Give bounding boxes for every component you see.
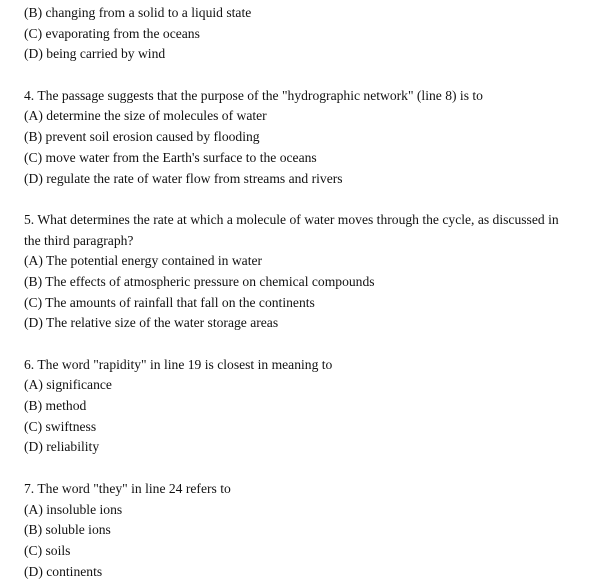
question-5 (24, 210, 584, 334)
option-4d: (D) regulate the rate of water flow from streams and rivers (24, 170, 343, 186)
option-5d: (D) The relative size of the water storage areas (24, 315, 279, 331)
option-3d: (D) being carried by wind (24, 46, 166, 62)
spacer (24, 189, 584, 210)
option-5a: (A) The potential energy contained in water (24, 253, 263, 269)
question-6-stem: 6. The word "rapidity" in line 19 is closest in meaning to (24, 356, 333, 372)
question-6 (24, 355, 584, 458)
question-5-stem-line-1: 5. What determines the rate at which a molecule of water moves through the cycle, as discussed in (24, 211, 559, 227)
spacer (24, 334, 584, 355)
option-7c: (C) soils (24, 542, 71, 558)
option-3b: (B) changing from a solid to a liquid state (24, 5, 252, 20)
option-6d: (D) reliability (24, 439, 100, 455)
option-7a: (A) insoluble ions (24, 501, 123, 517)
option-5b: (B) The effects of atmospheric pressure on chemical compounds (24, 273, 375, 289)
question-7 (24, 479, 584, 582)
option-6b: (B) method (24, 398, 87, 414)
spacer (24, 65, 584, 86)
question-5-stem-line-2: the third paragraph? (24, 232, 134, 248)
spacer (24, 458, 584, 479)
option-7b: (B) soluble ions (24, 522, 111, 538)
question-document (24, 3, 584, 582)
question-4 (24, 86, 584, 189)
option-6a: (A) significance (24, 377, 112, 393)
option-4a: (A) determine the size of molecules of water (24, 108, 267, 124)
option-5c: (C) The amounts of rainfall that fall on the continents (24, 294, 315, 310)
option-4b: (B) prevent soil erosion caused by flooding (24, 129, 260, 145)
option-7d: (D) continents (24, 563, 103, 579)
option-3c: (C) evaporating from the oceans (24, 25, 200, 41)
option-4c: (C) move water from the Earth's surface to the oceans (24, 149, 317, 165)
question-4-stem: 4. The passage suggests that the purpose of the "hydrographic network" (line 8) is to (24, 87, 483, 103)
option-6c: (C) swiftness (24, 418, 97, 434)
question-3-options (24, 3, 584, 65)
question-7-stem: 7. The word "they" in line 24 refers to (24, 480, 231, 496)
